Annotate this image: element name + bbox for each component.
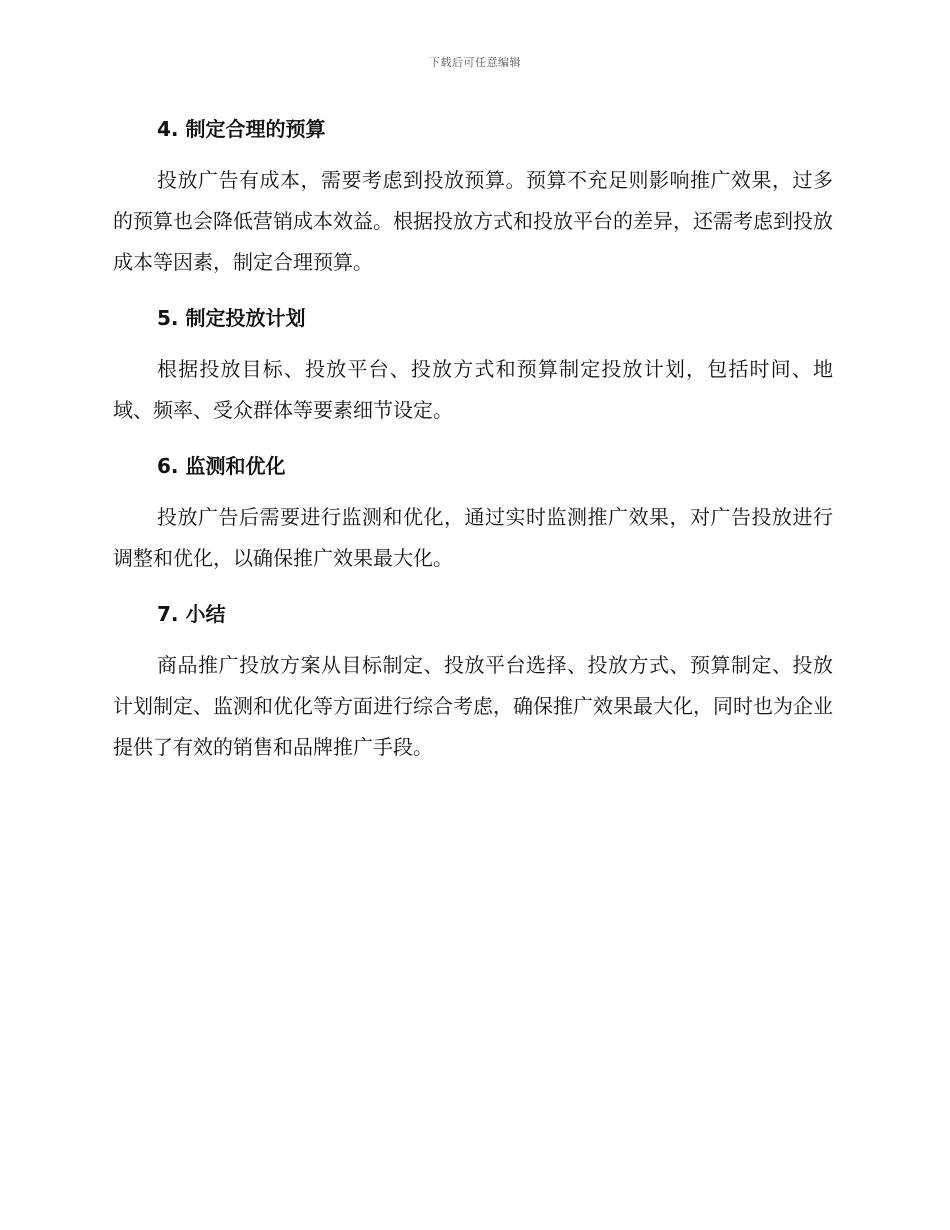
section-paragraph: 投放广告后需要进行监测和优化，通过实时监测推广效果，对广告投放进行调整和优化，以确保推广效果最大化。 [113, 505, 833, 570]
section-heading: 7. 小结 [157, 602, 226, 626]
document-body [113, 110, 833, 784]
section-paragraph: 商品推广投放方案从目标制定、投放平台选择、投放方式、预算制定、投放计划制定、监测和优化等方面进行综合考虑，确保推广效果最大化，同时也为企业提供了有效的销售和品牌推广手段。 [113, 653, 833, 759]
section-summary [113, 595, 833, 768]
section-heading: 5. 制定投放计划 [157, 306, 306, 330]
section-paragraph: 投放广告有成本，需要考虑到投放预算。预算不充足则影响推广效果，过多的预算也会降低营销成本效益。根据投放方式和投放平台的差异，还需考虑到投放成本等因素，制定合理预算。 [113, 168, 833, 274]
section-heading: 4. 制定合理的预算 [157, 117, 326, 141]
section-paragraph: 根据投放目标、投放平台、投放方式和预算制定投放计划，包括时间、地域、频率、受众群体等要素细节设定。 [113, 357, 833, 422]
section-plan [113, 299, 833, 431]
section-monitor [113, 447, 833, 579]
page-header-note: 下载后可任意编辑 [429, 56, 521, 69]
section-budget [113, 110, 833, 283]
section-heading: 6. 监测和优化 [157, 454, 286, 478]
